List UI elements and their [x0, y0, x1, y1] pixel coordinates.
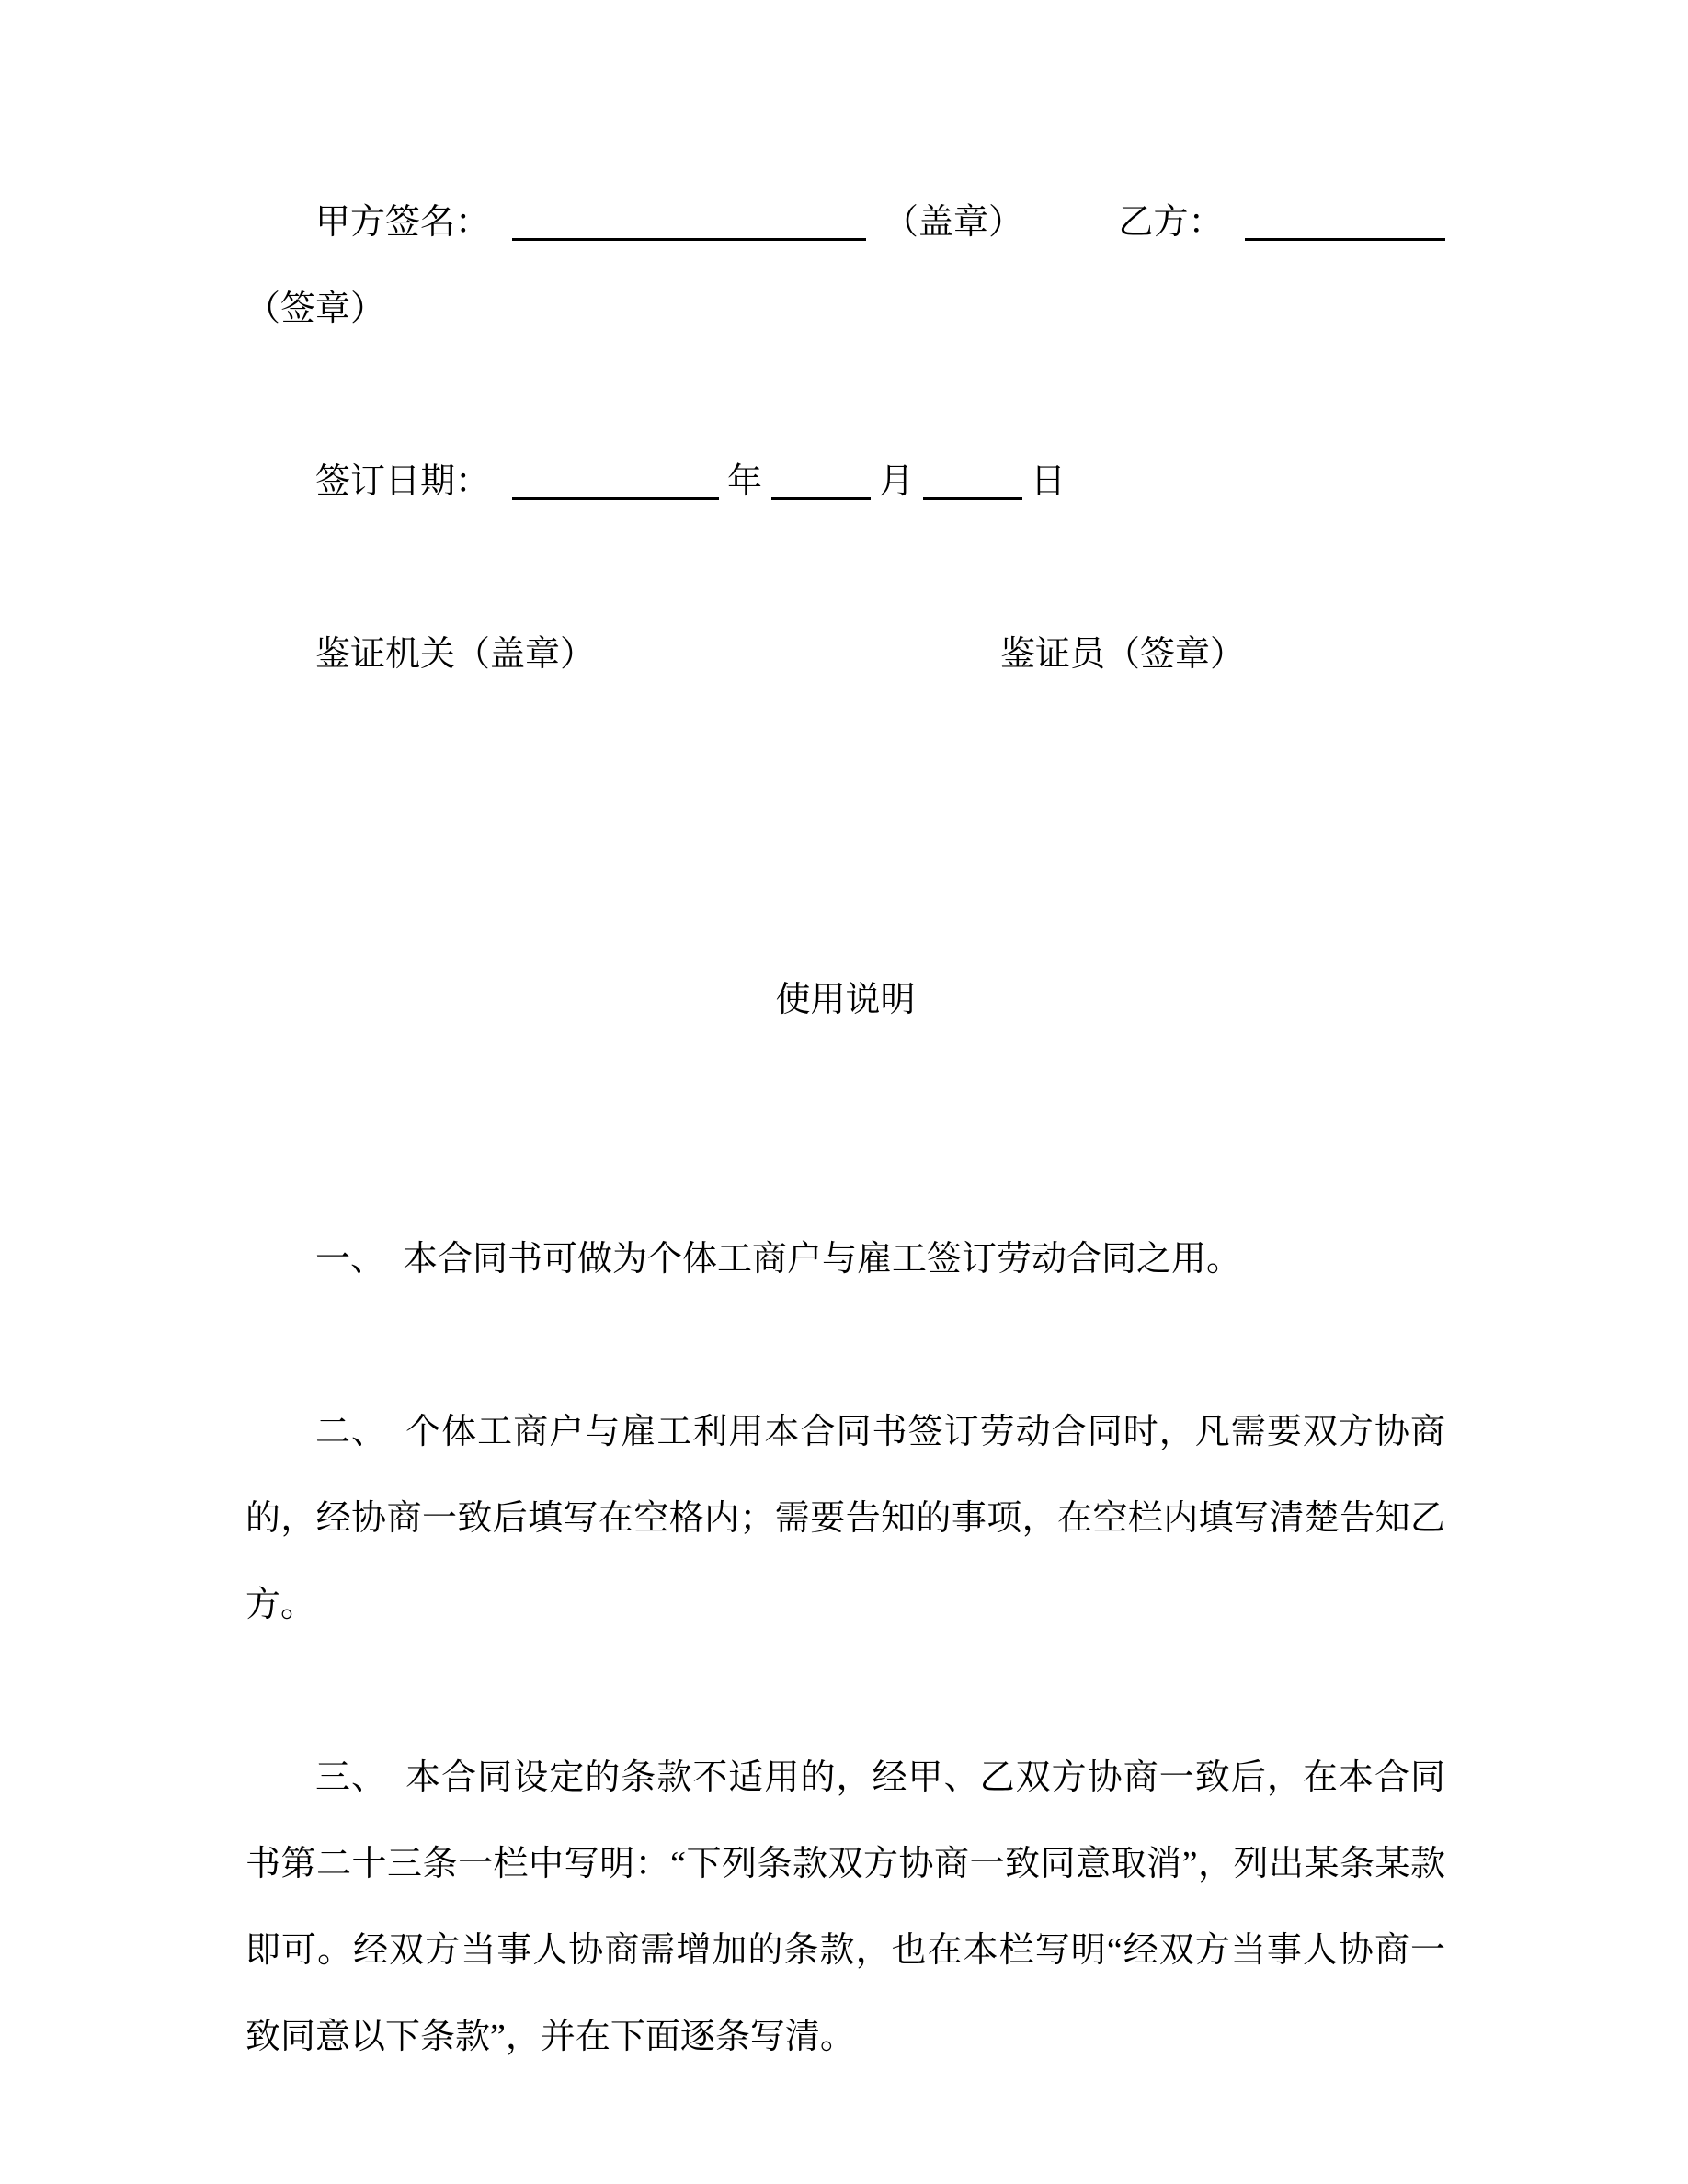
date-row — [245, 438, 1445, 525]
date-year-line — [512, 462, 719, 500]
instruction-item-2: 二、 个体工商户与雇工利用本合同书签订劳动合同时，凡需要双方协商的，经协商一致后填写在空格内；需要告知的事项，在空栏内填写清楚告知乙方。 — [245, 1413, 1445, 1624]
party-b-signature-group — [1118, 179, 1445, 266]
party-a-signature-label: 甲方签名： — [315, 203, 491, 242]
party-b-label: 乙方： — [1118, 203, 1224, 242]
signature-row — [245, 179, 1445, 266]
date-day-line — [923, 462, 1022, 500]
party-a-signature-group — [245, 179, 1023, 266]
date-year-label: 年 — [727, 462, 763, 501]
date-label: 签订日期： — [315, 462, 491, 501]
party-b-signature-line — [1245, 203, 1445, 241]
party-b-seal-note: （签章） — [245, 290, 386, 328]
instruction-item-3: 三、 本合同设定的条款不适用的，经甲、乙双方协商一致后，在本合同书第二十三条一栏中写明：“下列条款双方协商一致同意取消”，列出某条某款即可。经双方当事人协商需增加的条款，也在本栏写明“经双方当事人协商一致同意以下条款”，并在下面逐条写清。 — [245, 1758, 1445, 2056]
party-a-seal-label: （盖章） — [884, 203, 1024, 242]
instruction-item-1: 一、 本合同书可做为个体工商户与雇工签订劳动合同之用。 — [315, 1240, 1242, 1279]
attestation-row — [245, 611, 1445, 698]
instructions-title: 使用说明 — [775, 981, 916, 1019]
attestation-officer-label: 鉴证员（签章） — [1000, 635, 1246, 674]
date-month-label: 月 — [879, 462, 915, 501]
attestation-authority-label: 鉴证机关（盖章） — [315, 635, 596, 674]
party-a-signature-line — [512, 203, 866, 241]
date-day-label: 日 — [1031, 462, 1066, 501]
date-month-line — [771, 462, 871, 500]
